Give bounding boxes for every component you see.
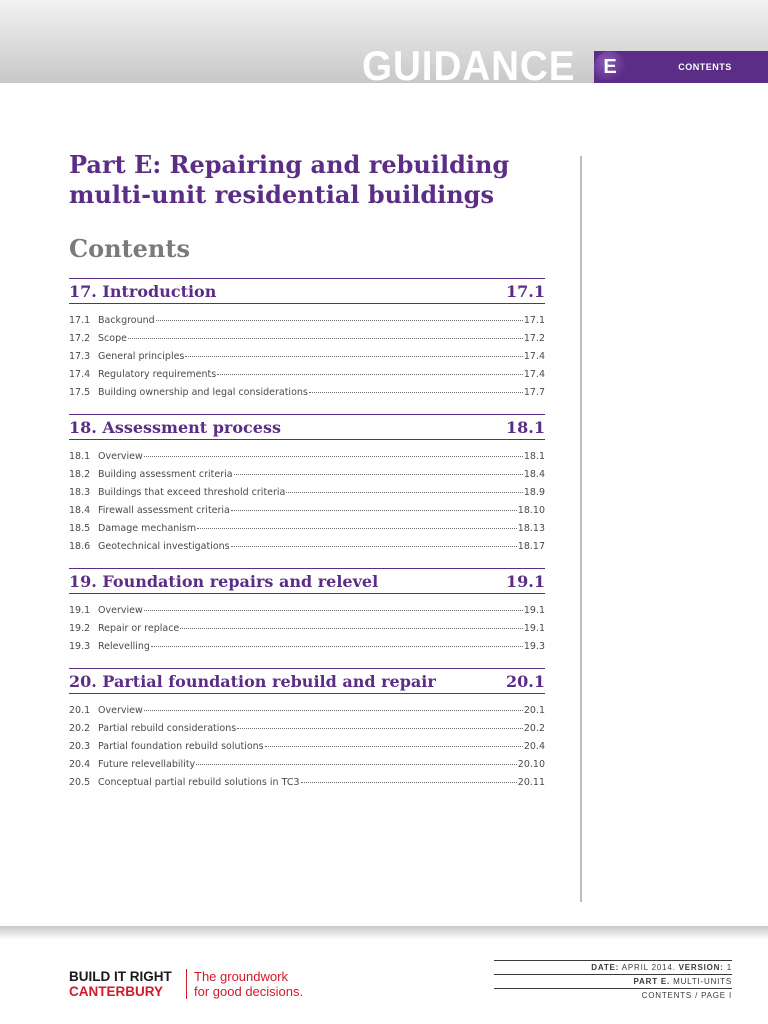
date-value: APRIL 2014. <box>621 963 676 972</box>
item-page: 18.17 <box>517 541 545 552</box>
dot-leader <box>144 710 523 711</box>
contents-heading: Contents <box>69 234 190 263</box>
item-number: 17.2 <box>69 333 91 344</box>
item-label: General principles <box>98 351 185 362</box>
item-number: 17.1 <box>69 315 91 326</box>
dot-leader <box>237 728 523 729</box>
tagline-line-1: The groundwork <box>194 969 288 984</box>
dot-leader <box>144 610 523 611</box>
logo-divider <box>186 969 187 999</box>
dot-leader <box>301 782 517 783</box>
item-number: 17.4 <box>69 369 91 380</box>
meta-part <box>494 974 732 988</box>
item-label: Overview <box>98 451 143 462</box>
item-label: Repair or replace <box>98 623 180 634</box>
toc-item[interactable] <box>69 605 545 623</box>
item-label: Future relevellability <box>98 759 196 770</box>
item-number: 20.5 <box>69 777 91 788</box>
item-label: Overview <box>98 605 143 616</box>
toc-item[interactable] <box>69 641 545 659</box>
item-page: 18.13 <box>517 523 545 534</box>
vertical-divider <box>580 156 582 902</box>
toc-item[interactable] <box>69 723 545 741</box>
item-number: 17.3 <box>69 351 91 362</box>
toc-section-19 <box>69 568 545 659</box>
section-page: 19.1 <box>506 571 545 591</box>
item-number: 18.3 <box>69 487 91 498</box>
item-label: Firewall assessment criteria <box>98 505 230 516</box>
item-label: Background <box>98 315 155 326</box>
item-page: 17.7 <box>523 387 545 398</box>
item-label: Building assessment criteria <box>98 469 233 480</box>
toc-section-20 <box>69 668 545 795</box>
toc-item[interactable] <box>69 469 545 487</box>
tagline <box>194 969 303 999</box>
item-page: 17.4 <box>523 369 545 380</box>
item-number: 18.5 <box>69 523 91 534</box>
tagline-line-2: for good decisions. <box>194 984 304 999</box>
item-page: 19.1 <box>523 605 545 616</box>
dot-leader <box>309 392 523 393</box>
section-title: 20. Partial foundation rebuild and repair <box>69 671 436 691</box>
item-number: 20.4 <box>69 759 91 770</box>
toc-item[interactable] <box>69 451 545 469</box>
item-number: 17.5 <box>69 387 91 398</box>
item-page: 18.1 <box>523 451 545 462</box>
item-page: 20.11 <box>517 777 545 788</box>
version-label: VERSION: <box>678 963 724 972</box>
toc-section-17 <box>69 278 545 405</box>
dot-leader <box>196 764 517 765</box>
dot-leader <box>217 374 523 375</box>
toc-item[interactable] <box>69 505 545 523</box>
item-page: 20.4 <box>523 741 545 752</box>
dot-leader <box>156 320 523 321</box>
dot-leader <box>197 528 517 529</box>
dot-leader <box>231 510 517 511</box>
item-page: 17.1 <box>523 315 545 326</box>
section-title: 19. Foundation repairs and relevel <box>69 571 379 591</box>
item-number: 18.4 <box>69 505 91 516</box>
section-page: 17.1 <box>506 281 545 301</box>
meta-date-version <box>494 960 732 974</box>
toc-item[interactable] <box>69 741 545 759</box>
dot-leader <box>144 456 523 457</box>
item-label: Scope <box>98 333 127 344</box>
dot-leader <box>265 746 523 747</box>
dot-leader <box>234 474 523 475</box>
item-number: 20.3 <box>69 741 91 752</box>
item-page: 19.1 <box>523 623 545 634</box>
item-label: Buildings that exceed threshold criteria <box>98 487 286 498</box>
toc-item[interactable] <box>69 487 545 505</box>
item-label: Conceptual partial rebuild solutions in TC3 <box>98 777 300 788</box>
toc-item[interactable] <box>69 777 545 795</box>
item-label: Relevelling <box>98 641 150 652</box>
toc-item[interactable] <box>69 623 545 641</box>
item-number: 19.2 <box>69 623 91 634</box>
toc-item[interactable] <box>69 705 545 723</box>
item-label: Geotechnical investigations <box>98 541 230 552</box>
page-indicator: CONTENTS / PAGE I <box>641 991 732 1000</box>
toc-item[interactable] <box>69 351 545 369</box>
version-value: 1 <box>726 963 732 972</box>
toc-item[interactable] <box>69 759 545 777</box>
meta-page <box>494 988 732 1002</box>
item-number: 18.6 <box>69 541 91 552</box>
toc-section-18 <box>69 414 545 559</box>
item-number: 19.3 <box>69 641 91 652</box>
item-page: 20.1 <box>523 705 545 716</box>
dot-leader <box>151 646 523 647</box>
item-number: 18.1 <box>69 451 91 462</box>
item-number: 18.2 <box>69 469 91 480</box>
section-title: 17. Introduction <box>69 281 217 301</box>
toc-item[interactable] <box>69 369 545 387</box>
item-number: 19.1 <box>69 605 91 616</box>
dot-leader <box>231 546 517 547</box>
item-number: 20.2 <box>69 723 91 734</box>
item-page: 19.3 <box>523 641 545 652</box>
item-page: 17.2 <box>523 333 545 344</box>
logo-line-1: BUILD IT RIGHT <box>69 969 172 984</box>
item-page: 18.9 <box>523 487 545 498</box>
tab-contents[interactable]: CONTENTS <box>678 62 732 72</box>
item-label: Partial rebuild considerations <box>98 723 237 734</box>
part-value: MULTI-UNITS <box>673 977 732 986</box>
toc-item[interactable] <box>69 315 545 333</box>
item-label: Regulatory requirements <box>98 369 217 380</box>
item-page: 20.2 <box>523 723 545 734</box>
part-label: PART E. <box>633 977 671 986</box>
section-page: 18.1 <box>506 417 545 437</box>
item-page: 20.10 <box>517 759 545 770</box>
toc-item[interactable] <box>69 523 545 541</box>
date-label: DATE: <box>591 963 620 972</box>
section-heading[interactable] <box>69 278 545 304</box>
section-heading[interactable] <box>69 668 545 694</box>
document-meta <box>494 960 732 1002</box>
part-letter-badge: E <box>594 51 626 83</box>
item-page: 18.10 <box>517 505 545 516</box>
toc-item[interactable] <box>69 333 545 351</box>
item-page: 18.4 <box>523 469 545 480</box>
section-page: 20.1 <box>506 671 545 691</box>
page-title: Part E: Repairing and rebuilding multi-unit residential buildings <box>69 150 510 209</box>
item-page: 17.4 <box>523 351 545 362</box>
item-number: 20.1 <box>69 705 91 716</box>
dot-leader <box>180 628 523 629</box>
item-label: Overview <box>98 705 143 716</box>
section-heading[interactable] <box>69 414 545 440</box>
section-heading[interactable] <box>69 568 545 594</box>
toc-item[interactable] <box>69 387 545 405</box>
dot-leader <box>185 356 522 357</box>
item-label: Building ownership and legal considerations <box>98 387 308 398</box>
section-title: 18. Assessment process <box>69 417 281 437</box>
toc-item[interactable] <box>69 541 545 559</box>
logo <box>69 969 172 999</box>
dot-leader <box>286 492 522 493</box>
guidance-wordmark: GUIDANCE <box>362 42 576 89</box>
item-label: Partial foundation rebuild solutions <box>98 741 264 752</box>
item-label: Damage mechanism <box>98 523 197 534</box>
dot-leader <box>128 338 523 339</box>
logo-line-2: CANTERBURY <box>69 984 163 999</box>
